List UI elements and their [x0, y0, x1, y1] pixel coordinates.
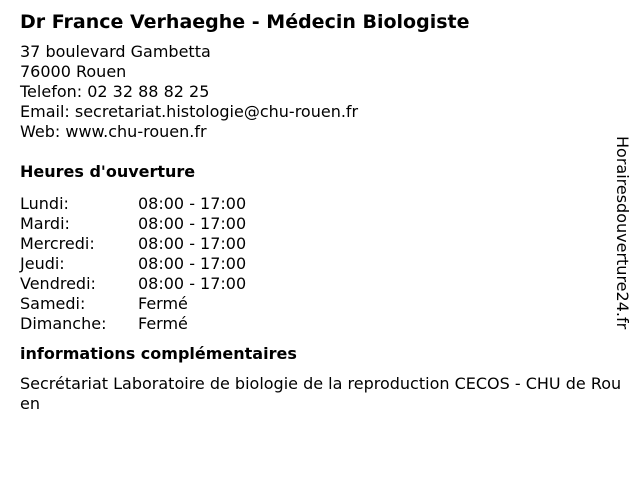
hours-row-wednesday — [20, 234, 620, 254]
hours-row-friday — [20, 274, 620, 294]
time-value: 08:00 - 17:00 — [138, 274, 247, 293]
day-label: Jeudi: — [20, 254, 65, 273]
time-value: 08:00 - 17:00 — [138, 254, 247, 273]
info-text: Secrétariat Laboratoire de biologie de la reproduction CECOS - CHU de Rouen — [20, 374, 622, 413]
address-street: 37 boulevard Gambetta — [20, 42, 211, 61]
hours-heading: Heures d'ouverture — [20, 162, 196, 181]
hours-row-monday — [20, 194, 620, 214]
hours-row-thursday — [20, 254, 620, 274]
day-label: Samedi: — [20, 294, 86, 313]
email-line: Email: secretariat.histologie@chu-rouen.fr — [20, 102, 359, 121]
address-city: 76000 Rouen — [20, 62, 127, 81]
hours-row-sunday — [20, 314, 620, 334]
day-label: Vendredi: — [20, 274, 96, 293]
day-label: Dimanche: — [20, 314, 107, 333]
address-block — [20, 42, 620, 142]
hours-row-tuesday — [20, 214, 620, 234]
time-value: Fermé — [138, 294, 188, 313]
day-label: Lundi: — [20, 194, 69, 213]
time-value: 08:00 - 17:00 — [138, 194, 247, 213]
page-title: Dr France Verhaeghe - Médecin Biologiste — [20, 11, 470, 33]
time-value: 08:00 - 17:00 — [138, 214, 247, 233]
phone-line: Telefon: 02 32 88 82 25 — [20, 82, 210, 101]
hours-row-saturday — [20, 294, 620, 314]
hours-table — [20, 194, 620, 334]
web-line: Web: www.chu-rouen.fr — [20, 122, 207, 141]
site-watermark: Horairesdouverture24.fr — [613, 136, 632, 330]
business-card — [20, 10, 620, 414]
time-value: Fermé — [138, 314, 188, 333]
info-heading: informations complémentaires — [20, 344, 297, 363]
time-value: 08:00 - 17:00 — [138, 234, 247, 253]
day-label: Mercredi: — [20, 234, 95, 253]
day-label: Mardi: — [20, 214, 70, 233]
